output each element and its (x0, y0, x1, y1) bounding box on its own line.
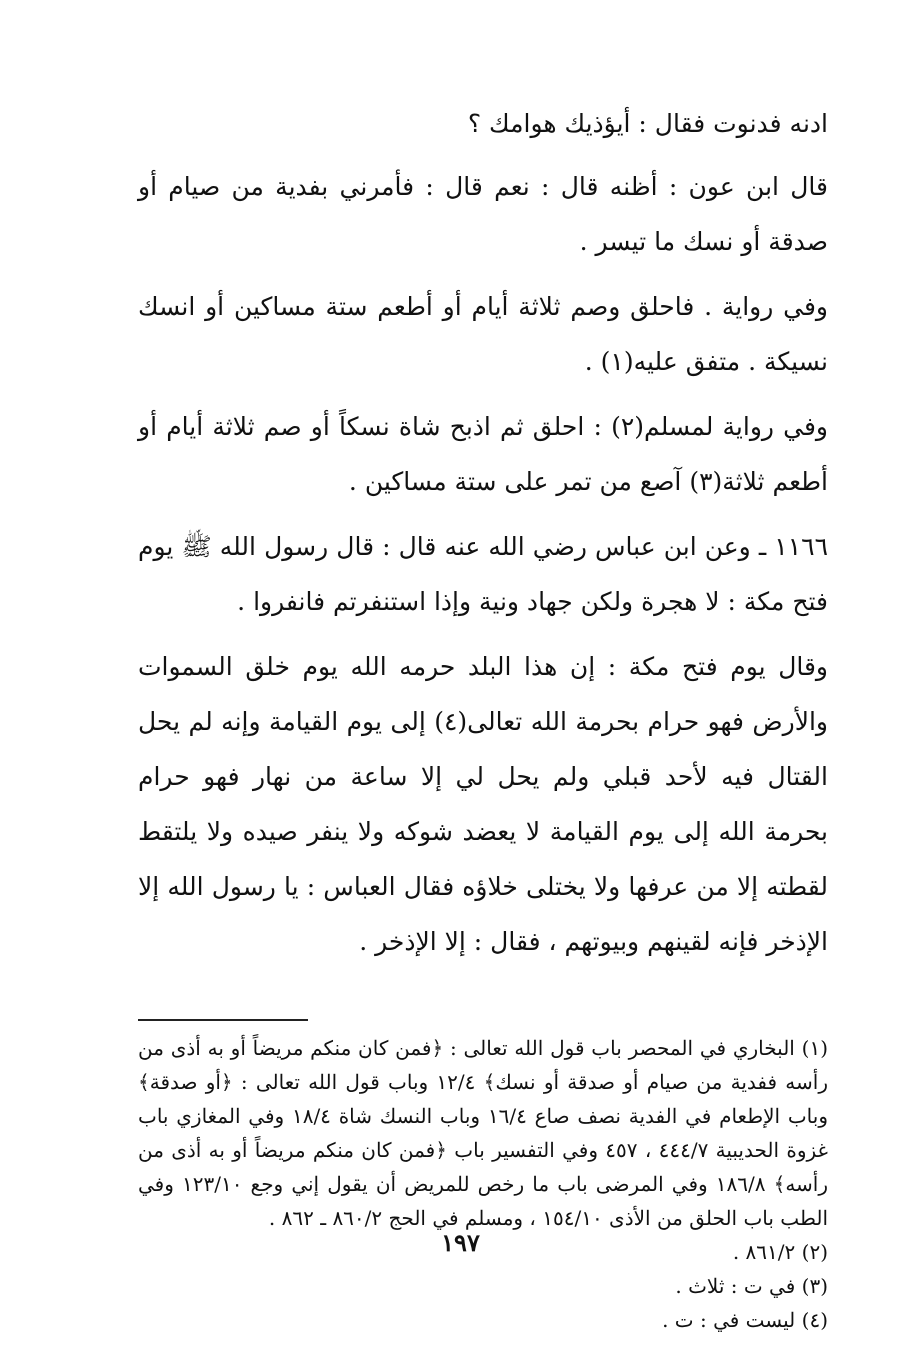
page-body (138, 96, 828, 1337)
footnote: (١) البخاري في المحصر باب قول الله تعالى : ﴿فمن كان منكم مريضاً أو به أذى من رأسه ففدية من صيام أو صدقة أو نسك﴾ ١٢/٤ وباب قول الله تعالى : ﴿أو صدقة﴾ وباب الإطعام في الفدية نصف صاع ١٦/٤ وباب النسك شاة ١٨/٤ وفي المغازي باب غزوة الحديبية ٤٤٤/٧ ، ٤٥٧ وفي التفسير باب ﴿فمن كان منكم مريضاً أو به أذى من رأسه﴾ ١٨٦/٨ وفي المرضى باب ما رخص للمريض أن يقول إني وجع ١٢٣/١٠ وفي الطب باب الحلق من الأذى ١٥٤/١٠ ، ومسلم في الحج ٨٦٠/٢ ـ ٨٦٢ . (138, 1036, 829, 1230)
page-number: ١٩٧ (441, 1228, 480, 1257)
footnotes (138, 1031, 828, 1337)
footnote: (٢) ٨٦١/٢ . (732, 1240, 828, 1264)
paragraph: وفي رواية لمسلم(٢) : احلق ثم اذبح شاة نسكاً أو صم ثلاثة أيام أو أطعم ثلاثة(٣) آصع من تمر على ستة مساكين . (138, 412, 828, 496)
paragraph: وقال يوم فتح مكة : إن هذا البلد حرمه الله يوم خلق السموات والأرض فهو حرام بحرمة الله تعالى(٤) إلى يوم القيامة وإنه لم يحل القتال فيه لأحد قبلي ولم يحل لي إلا ساعة من نهار فهو حرام بحرمة الله إلى يوم القيامة لا يعضد شوكه ولا ينفر صيده ولا يلتقط لقطته إلا من عرفها ولا يختلى خلاؤه فقال العباس : يا رسول الله إلا الإذخر فإنه لقينهم وبيوتهم ، فقال : إلا الإذخر . (138, 652, 829, 956)
paragraph: ادنه فدنوت فقال : أيؤذيك هوامك ؟ (467, 109, 828, 138)
footnote-divider (138, 1019, 308, 1021)
footnote: (٤) ليست في : ت . (662, 1308, 828, 1332)
paragraph: قال ابن عون : أظنه قال : نعم قال : فأمرني بفدية من صيام أو صدقة أو نسك ما تيسر . (138, 172, 828, 256)
hadith-paragraph: ١١٦٦ ـ وعن ابن عباس رضي الله عنه قال : قال رسول الله ﷺ يوم فتح مكة : لا هجرة ولكن جهاد ونية وإذا استنفرتم فانفروا . (138, 532, 828, 616)
paragraph: وفي رواية . فاحلق وصم ثلاثة أيام أو أطعم ستة مساكين أو انسك نسيكة . متفق عليه(١) . (138, 292, 828, 376)
footnote: (٣) في ت : ثلاث . (675, 1274, 828, 1298)
